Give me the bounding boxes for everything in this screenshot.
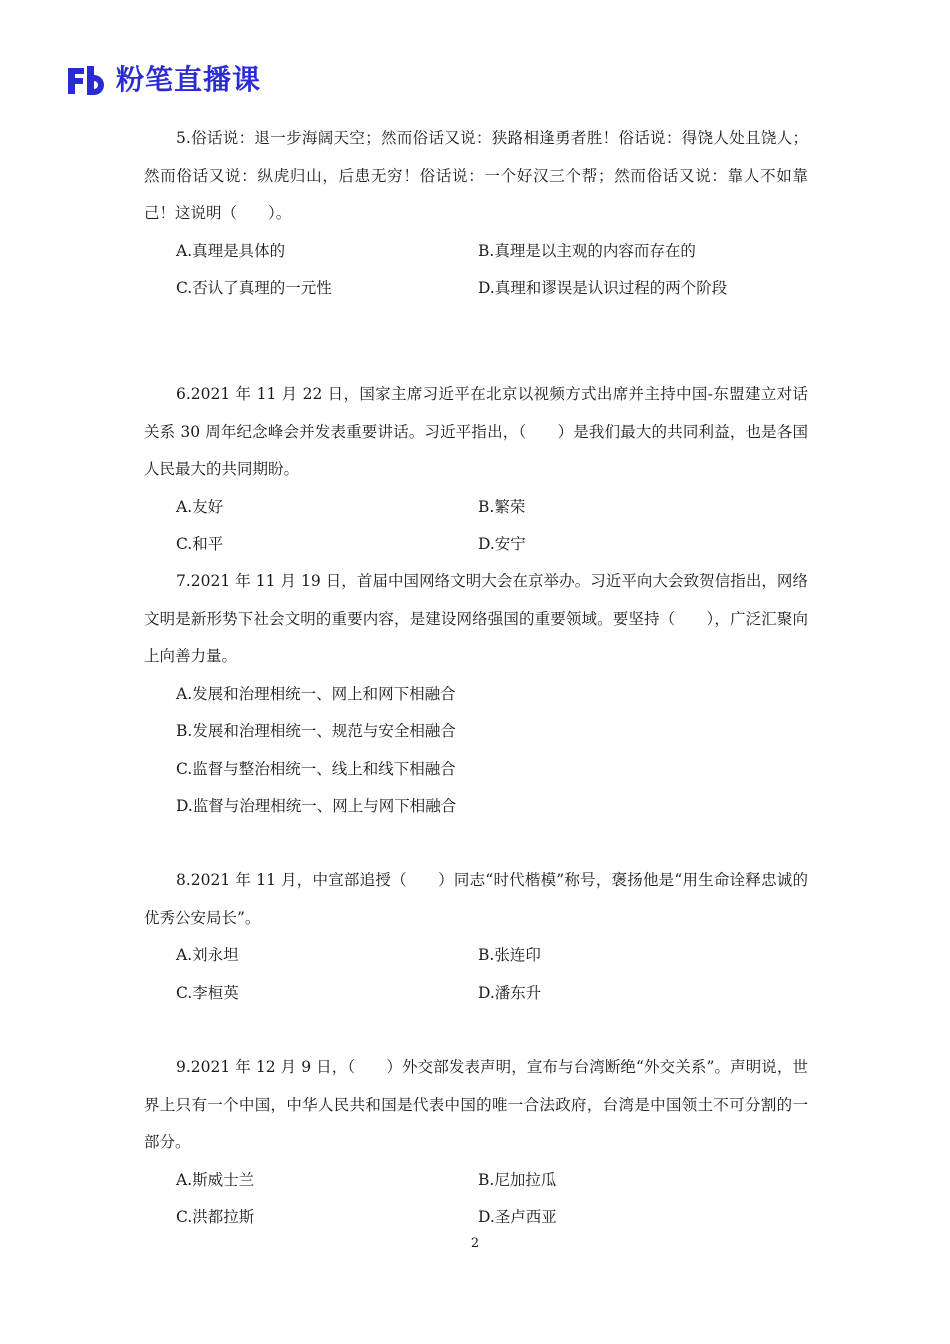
question-stem: 9.2021 年 12 月 9 日，（ ）外交部发表声明，宣布与台湾断绝“外交关系”。声明说，世界上只有一个中国，中华人民共和国是代表中国的唯一合法政府，台湾是中国领土不可分割的一部分。 xyxy=(144,1058,808,1151)
question-stem: 5.俗话说：退一步海阔天空；然而俗话又说：狭路相逢勇者胜！俗话说：得饶人处且饶人；然而俗话又说：纵虎归山，后患无穷！俗话说：一个好汉三个帮；然而俗话又说：靠人不如靠己！这说明（ ）。 xyxy=(144,129,808,222)
fb-logo-icon xyxy=(66,64,110,96)
option-c: C.监督与整治相统一、线上和线下相融合 xyxy=(176,759,456,778)
brand-name: 粉笔直播课 xyxy=(116,63,262,96)
option-d: D.监督与治理相统一、网上与网下相融合 xyxy=(176,797,457,815)
option-d: D.潘东升 xyxy=(478,983,542,1002)
option-a: A.斯威士兰 xyxy=(176,1170,255,1189)
option-b: B.真理是以主观的内容而存在的 xyxy=(478,241,696,260)
question-stem: 8.2021 年 11 月，中宣部追授（ ）同志“时代楷模”称号，褒扬他是“用生命诠释忠诚的优秀公安局长”。 xyxy=(144,871,808,927)
question-7 xyxy=(144,563,808,826)
option-c: C.否认了真理的一元性 xyxy=(176,279,332,297)
question-8 xyxy=(144,862,808,1012)
option-a: A.友好 xyxy=(176,497,224,516)
option-b: B.张连印 xyxy=(478,946,541,964)
question-stem: 7.2021 年 11 月 19 日，首届中国网络文明大会在京举办。习近平向大会致贺信指出，网络文明是新形势下社会文明的重要内容，是建设网络强国的重要领域。要坚持（ ），广泛汇聚向上向善力量。 xyxy=(144,572,808,665)
option-a: A.真理是具体的 xyxy=(176,241,286,260)
option-c: C.洪都拉斯 xyxy=(176,1208,255,1226)
option-a: A.刘永坦 xyxy=(176,946,239,964)
option-d: D.安宁 xyxy=(478,535,526,553)
option-c: C.和平 xyxy=(176,535,224,553)
question-6 xyxy=(144,376,808,564)
page-number: 2 xyxy=(470,1236,480,1251)
option-d: D.圣卢西亚 xyxy=(478,1208,557,1226)
option-d: D.真理和谬误是认识过程的两个阶段 xyxy=(478,279,728,297)
option-b: B.繁荣 xyxy=(478,497,526,516)
option-c: C.李桓英 xyxy=(176,983,239,1002)
question-stem: 6.2021 年 11 月 22 日，国家主席习近平在北京以视频方式出席并主持中国-东盟建立对话关系 30 周年纪念峰会并发表重要讲话。习近平指出，（ ）是我们最大的共同利益，也是各国人民最大的共同期盼。 xyxy=(144,385,808,478)
question-5 xyxy=(144,120,808,308)
question-9 xyxy=(144,1049,808,1237)
option-b: B.发展和治理相统一、规范与安全相融合 xyxy=(176,722,456,740)
option-a: A.发展和治理相统一、网上和网下相融合 xyxy=(176,684,456,703)
option-b: B.尼加拉瓜 xyxy=(478,1170,557,1189)
brand-logo xyxy=(66,62,261,98)
